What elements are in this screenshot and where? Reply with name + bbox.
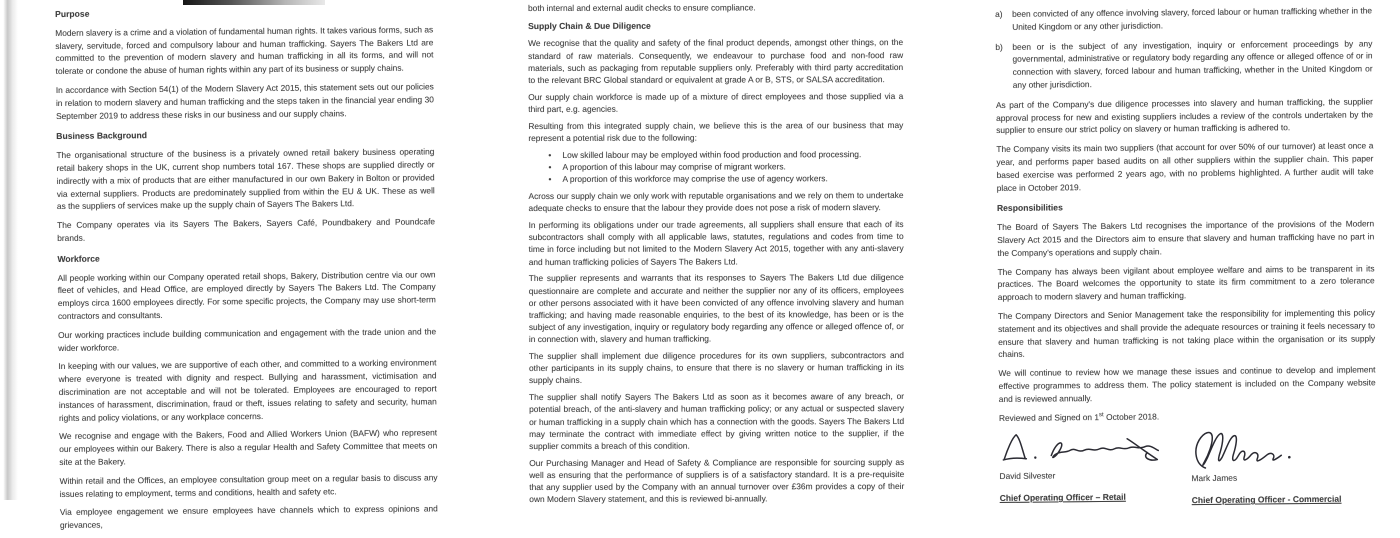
paragraph: The Board of Sayers The Bakers Ltd recognises the importance of the provisions of the Modern Slavery Act 2015 and the Directors aim to ensure that slavery and human trafficking have no part in the Company's operations and supply chain. [997,218,1375,258]
paragraph: Resulting from this integrated supply chain, we believe this is the area of our business that may represent a potential risk due to the following: [528,119,904,143]
page-1 [55,4,438,537]
paragraph: The organisational structure of the business is a privately owned retail bakery business operating retail bakery shops in the UK, current shop numbers total 167. These shops are supplied directly or indirectly with a mix of products that are either manufactured in our own Bakery in Bolton or provided via external suppliers. Products are predominately supplied from within the EU & UK. These as well as the suppliers of services make up the supply chain of Sayers The Bakers Ltd. [56,146,435,212]
paragraph: The Company has always been vigilant about employee welfare and aims to be transparent in its practices. The Board welcomes the opportunity to state its firm commitment to a zero tolerance approach to modern slavery and human trafficking. [997,262,1375,303]
paragraph: We recognise and engage with the Bakers, Food and Allied Workers Union (BAFW) who represent our employees within our Bakery. There is also a regular Health and Safety Committee that meets on site at the Bakery. [59,427,438,467]
paragraph: Via employee engagement we ensure employees have channels which to express opinions and grievances, [59,503,438,531]
signed-date-line [999,408,1376,424]
paragraph: Across our supply chain we only work with reputable organisations and we rely on them to undertake adequate checks to ensure that the labour they provide does not pose a risk of modern slavery. [528,190,904,214]
paragraph: Our working practices include building communication and engagement with the trade union and the wider workforce. [58,326,437,353]
section-heading-purpose: Purpose [55,8,90,19]
paragraph: In performing its obligations under our trade agreements, all suppliers shall ensure that each of its subcontractors shall comply with all applicable laws, statutes, regulations and codes from time to time in force including but not limited to the Modern Slavery Act 2015, together with any anti-slavery and human trafficking policies of Sayers The Bakers Ltd. [528,219,904,267]
page-2 [528,1,904,510]
paragraph: The Company Directors and Senior Management take the responsibility for implementing this policy statement and its objectives and shall provide the adequate resources or training it feels necessary to ensure that slavery and human trafficking is not taking place within the organisation or its supply chains. [997,307,1376,360]
scanned-page-edge-shadow [0,0,18,500]
paragraph: We will continue to review how we manage these issues and continue to develop and implement effective programmes to address them. The policy statement is included on the Company website and is reviewed annually. [998,364,1376,404]
paragraph: The supplier shall notify Sayers The Bakers Ltd as soon as it becomes aware of any breach, or potential breach, of the anti-slavery and human trafficking policy; or any actual or suspected slavery or human trafficking in a supply chain which has a connection with the goods. Sayers The Bakers Ltd may terminate the contract with immediate effect by giving written notice to the supplier, if the supplier commits a breach of this condition. [529,391,905,451]
handwritten-signature-david-silvester [999,429,1164,469]
page-3 [995,4,1377,509]
signatory-name: Mark James [1191,473,1238,484]
list-item-a [995,4,1372,33]
signature-david-silvester [999,429,1180,509]
paragraph: The supplier represents and warrants that its responses to Sayers The Bakers Ltd due diligence questionnaire are complete and accurate and neither the supplier nor any of its officers, employees or other persons associated with it have been convicted of any offence involving slavery and human trafficking; and having made reasonable enquiries, to the best of its knowledge, has been or is the subject of any investigation, inquiry or regulatory body regarding any offence or alleged offence of, or in connection with, slavery and human trafficking. [528,272,904,345]
list-item-label: a) [995,8,1003,19]
list-item-b [995,37,1372,92]
list-item-label: b) [995,41,1003,52]
paragraph: Modern slavery is a crime and a violation of fundamental human rights. It takes various forms, such as slavery, servitude, forced and compulsory labour and human trafficking. Sayers The Bakers Ltd are committed to the prevention of modern slavery and human trafficking in all its forms, and will not tolerate or condone the abuse of human rights within any part of its business or supply chains. [55,24,434,77]
paragraph: The Company operates via its Sayers The Bakers, Sayers Café, Poundbakery and Poundcafe brands. [57,216,436,243]
signed-date-prefix: Reviewed and Signed on 1 [998,411,1100,423]
signatory-title: Chief Operating Officer - Commercial [1191,493,1342,506]
signature-mark-james [1191,427,1372,507]
bullet-item: • Low skilled labour may be employed within food production and food processing. [562,148,903,161]
paragraph: In accordance with Section 54(1) of the Modern Slavery Act 2015, this statement sets out our policies in relation to modern slavery and human trafficking and the steps taken in the financial year ending 30 September 2019 to address these risks in our business and our supply chains. [55,81,434,121]
list-item-text: been or is the subject of any investigation, inquiry or enforcement proceedings by any governmental, administrative or regulatory body regarding any offence or alleged offence of or in connection with slavery, forced labour and human trafficking, whether in the United Kingdom or any other jurisdiction. [1012,37,1373,90]
paragraph: In keeping with our values, we are supportive of each other, and committed to a working environment where everyone is treated with dignity and respect. Bullying and harassment, victimisation and discrimination are not acceptable and will not be tolerated. Employees are encouraged to report instances of harassment, discrimination, fraud or theft, issues relating to safety and security, human rights and policy violations, or any workplace concerns. [58,357,437,423]
section-heading-business-background: Business Background [56,130,148,142]
section-heading-supply-chain: Supply Chain & Due Diligence [528,20,651,32]
signed-date-ordinal: st [1098,411,1104,418]
scan-artifact-smudge [183,0,325,5]
paragraph: The Company visits its main two suppliers (that account for over 50% of our turnover) at least once a year, and performs paper based audits on all other suppliers within the supplier chain. This paper based exercise was performed 2 years ago, with no problems highlighted. A further audit will take place in October 2019. [996,140,1374,193]
section-heading-workforce: Workforce [57,253,100,264]
signed-date-suffix: October 2018. [1103,410,1160,422]
paragraph: As part of the Company's due diligence processes into slavery and human trafficking, the supplier approval process for new and existing suppliers includes a review of the controls undertaken by the supplier to ensure our strict policy on slavery or human trafficking is adhered to. [995,96,1374,136]
signatory-name: David Silvester [999,470,1056,482]
handwritten-signature-mark-james [1191,427,1361,471]
paragraph: We recognise that the quality and safety of the final product depends, amongst other things, on the standard of raw materials. Consequently, we endeavour to purchase food and non-food raw materials, such as packaging from reputable suppliers only. Preferably with third party accreditation to the relevant BRC Global standard or equivalent at grade A or B, STS, or SALSA accreditation. [528,37,904,86]
signature-block [999,427,1377,509]
section-heading-responsibilities: Responsibilities [996,202,1063,214]
risk-bullet-list [528,148,903,186]
list-item-text: been convicted of any offence involving slavery, forced labour or human trafficking whether in the United Kingdom or any other jurisdiction. [1012,5,1373,32]
bullet-item: • A proportion of this labour may comprise of migrant workers. [562,160,903,173]
paragraph: Within retail and the Offices, an employee consultation group meet on a regular basis to discuss any issues relating to employment, terms and conditions, health and safety etc. [59,472,438,499]
paragraph: All people working within our Company operated retail shops, Bakery, Distribution centre via our own fleet of vehicles, and Head Office, are employed directly by Sayers The Bakers Ltd. The Company employs circa 1600 employees directly. For some specific projects, the Company may use short-term contractors and consultants. [57,268,436,321]
bullet-item: • A proportion of this workforce may comprise the use of agency workers. [562,172,903,185]
signatory-title: Chief Operating Officer – Retail [999,491,1126,504]
paragraph: The supplier shall implement due diligence procedures for its own suppliers, subcontractors and other participants in its supply chains, to ensure that there is no slavery or human trafficking in its supply chains. [528,350,904,386]
paragraph: Our supply chain workforce is made up of a mixture of direct employees and those supplied via a third part, e.g. agencies. [528,90,904,114]
paragraph: Our Purchasing Manager and Head of Safety & Compliance are responsible for sourcing supply as well as ensuring that the performance of suppliers is of a satisfactory standard. It is a pre-requisite that any supplier used by the Company with an annual turnover over £36m provides a copy of their own Modern Slavery statement, and this is reviewed bi-annually. [529,456,905,505]
carryover-line: both internal and external audit checks to ensure compliance. [528,2,756,13]
